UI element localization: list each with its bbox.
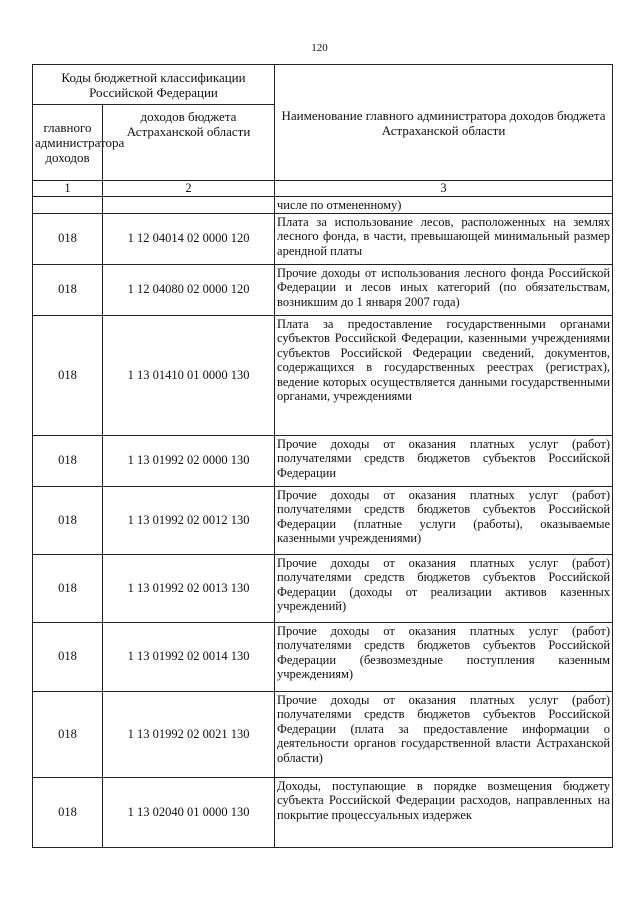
income-code: 1 12 04080 02 0000 120 [103, 264, 275, 315]
income-code: 1 12 04014 02 0000 120 [103, 213, 275, 264]
income-name: Прочие доходы от оказания платных услуг (работ) получателями средств бюджетов субъектов Российской Федерации (плата за предоставление информации о деятельности органов государственной власти Астраханской области) [275, 691, 613, 777]
admin-code: 018 [33, 554, 103, 622]
header-col3: Наименование главного администратора доходов бюджета Астраханской области [275, 65, 613, 181]
continuation-text: числе по отмененному) [275, 197, 613, 214]
admin-code: 018 [33, 315, 103, 435]
admin-code: 018 [33, 435, 103, 486]
income-name: Плата за использование лесов, расположенных на землях лесного фонда, в части, превышающей минимальный размер арендной платы [275, 213, 613, 264]
income-name: Доходы, поступающие в порядке возмещения бюджету субъекта Российской Федерации расходов, направленных на покрытие процессуальных издержек [275, 777, 613, 847]
admin-code: 018 [33, 777, 103, 847]
income-code: 1 13 01410 01 0000 130 [103, 315, 275, 435]
header-num1: 1 [33, 181, 103, 197]
income-name: Прочие доходы от оказания платных услуг (работ) получателями средств бюджетов субъектов Российской Федерации (безвозмездные поступления казенным учреждениям) [275, 622, 613, 691]
header-group-title: Коды бюджетной классификации Российской Федерации [33, 65, 275, 105]
income-code: 1 13 01992 02 0000 130 [103, 435, 275, 486]
income-code: 1 13 01992 02 0014 130 [103, 622, 275, 691]
income-name: Прочие доходы от оказания платных услуг (работ) получателями средств бюджетов субъектов Российской Федерации (платные услуги (работы), оказываемые казенными учреждениями) [275, 486, 613, 554]
admin-code: 018 [33, 486, 103, 554]
header-num2: 2 [103, 181, 275, 197]
income-name: Прочие доходы от использования лесного фонда Российской Федерации и лесов иных категорий (по обязательствам, возникшим до 1 января 2007 года) [275, 264, 613, 315]
income-code: 1 13 01992 02 0021 130 [103, 691, 275, 777]
header-col1: главного администратора доходов [33, 105, 103, 181]
income-name: Прочие доходы от оказания платных услуг (работ) получателями средств бюджетов субъектов Российской Федерации [275, 435, 613, 486]
admin-code: 018 [33, 691, 103, 777]
header-num3: 3 [275, 181, 613, 197]
income-code: 1 13 01992 02 0012 130 [103, 486, 275, 554]
admin-code: 018 [33, 264, 103, 315]
budget-classification-table [32, 64, 613, 848]
income-name: Плата за предоставление государственными органами субъектов Российской Федерации, казенными учреждениями субъектов Российской Федерации сведений, документов, содержащихся в государственных реестрах (регистрах), ведение которых осуществляется данными государственными органами, учреждениями [275, 315, 613, 435]
admin-code: 018 [33, 622, 103, 691]
page-number: 120 [311, 42, 328, 54]
income-name: Прочие доходы от оказания платных услуг (работ) получателями средств бюджетов субъектов Российской Федерации (доходы от реализации активов казенных учреждений) [275, 554, 613, 622]
admin-code: 018 [33, 213, 103, 264]
header-col2: доходов бюджета Астраханской области [103, 105, 275, 181]
income-code: 1 13 01992 02 0013 130 [103, 554, 275, 622]
income-code: 1 13 02040 01 0000 130 [103, 777, 275, 847]
